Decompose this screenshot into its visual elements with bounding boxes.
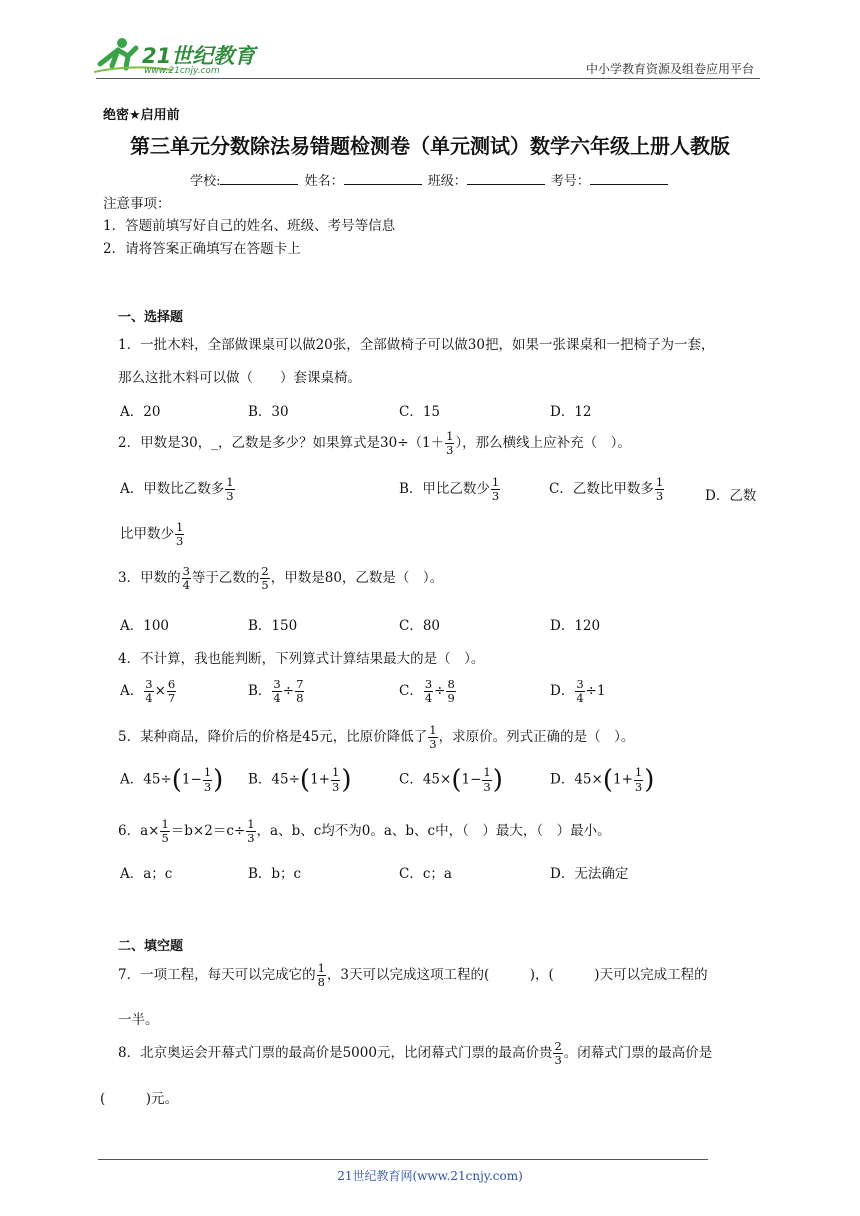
fraction-denominator: 4	[424, 691, 433, 706]
fraction-1-5	[160, 818, 169, 845]
parenthesis: (	[451, 765, 462, 795]
exam-no-label: 考号：	[550, 174, 590, 189]
fraction-1-8	[317, 962, 326, 989]
q3-stem	[118, 565, 443, 592]
parenthesis: (	[299, 765, 311, 795]
parenthesis: (	[171, 765, 182, 795]
text-segment: A．	[120, 771, 144, 788]
fraction-denominator: 8	[317, 975, 325, 990]
q2-option-a-text: A．甲数比乙数多	[120, 481, 225, 498]
q6-option-c[interactable]: C．c；a	[399, 866, 452, 882]
fraction-denominator: 5	[261, 578, 269, 593]
text-segment: 3．甲数的	[118, 570, 181, 587]
text-segment: ＝b×2＝c÷	[170, 823, 246, 840]
text-segment: 45÷	[271, 771, 300, 788]
fraction-numerator: 1	[429, 723, 437, 737]
section-choice-heading: 一、选择题	[118, 310, 184, 325]
fraction-numerator: 1	[317, 961, 325, 975]
text-segment: ÷	[434, 683, 446, 700]
fraction-denominator: 4	[273, 691, 281, 706]
q5-option-d[interactable]	[550, 765, 654, 795]
text-segment: D．	[550, 683, 575, 700]
text-segment: 等于乙数的	[191, 570, 260, 587]
text-segment: C．	[399, 771, 423, 788]
q2-option-b-text: B．甲比乙数少	[399, 481, 490, 498]
school-blank[interactable]	[220, 172, 298, 185]
q2-option-c-text: C．乙数比甲数多	[549, 481, 654, 498]
parenthesis: (	[602, 765, 613, 795]
fraction-numerator: 1	[446, 429, 454, 443]
parenthesis: )	[644, 765, 655, 795]
fraction-8-9	[446, 678, 455, 705]
q2-stem	[118, 430, 631, 457]
text-segment: 1−	[181, 771, 202, 788]
q8-line2: ( )元。	[100, 1091, 179, 1107]
fraction-numerator: 1	[491, 475, 500, 489]
text-segment: 5．某种商品，降价后的价格是45元，比原价降低了	[118, 729, 428, 746]
fraction-denominator: 3	[446, 443, 454, 458]
fraction-denominator: 3	[655, 489, 664, 504]
fraction-numerator: 3	[576, 677, 584, 691]
fraction-2-5	[260, 565, 269, 592]
fraction-numerator: 1	[655, 475, 664, 489]
fraction-1-3	[331, 766, 340, 793]
q5-stem	[118, 724, 634, 751]
text-segment: 45×	[574, 771, 603, 788]
name-label: 姓名：	[304, 174, 344, 189]
fraction-denominator: 3	[176, 534, 184, 549]
fraction-numerator: 1	[483, 765, 491, 780]
text-segment: 8．北京奥运会开幕式门票的最高价是5000元，比闭幕式门票的最高价贵	[118, 1045, 553, 1062]
q4-option-a[interactable]	[120, 678, 177, 705]
class-label: 班级：	[427, 174, 467, 189]
q3-option-c[interactable]: C．80	[399, 618, 441, 634]
fraction-1-3	[634, 766, 643, 793]
fraction-denominator: 4	[576, 691, 584, 706]
text-segment: 。闭幕式门票的最高价是	[563, 1045, 713, 1062]
secret-label: 绝密★启用前	[103, 108, 180, 123]
q1-line2: 那么这批木料可以做（ ）套课桌椅。	[118, 370, 361, 386]
fraction-1-3	[445, 430, 454, 457]
note-item: 2．请将答案正确填写在答题卡上	[103, 241, 301, 257]
footer-text[interactable]: 21世纪教育网(www.21cnjy.com)	[337, 1169, 523, 1183]
fraction-numerator: 3	[182, 564, 190, 578]
fraction-3-4	[144, 678, 153, 705]
fraction-numerator: 1	[634, 765, 643, 780]
text-segment: ，a、b、c均不为0。a、b、c中，（ ）最大，（ ）最小。	[256, 823, 611, 840]
text-segment: ，甲数是80，乙数是（ ）。	[270, 570, 444, 587]
parenthesis: )	[213, 765, 224, 795]
text-segment: 45÷	[143, 771, 172, 788]
fraction-denominator: 3	[429, 737, 437, 752]
q1-option-c[interactable]: C．15	[399, 404, 441, 420]
q6-stem	[118, 818, 611, 845]
fraction-1-3	[491, 476, 500, 503]
fraction-denominator: 3	[483, 779, 491, 794]
fraction-numerator: 1	[203, 765, 212, 780]
fraction-numerator: 1	[161, 817, 169, 831]
q2-option-c[interactable]	[549, 476, 665, 503]
q4-option-c[interactable]	[399, 678, 457, 705]
text-segment: B．	[248, 771, 272, 788]
fraction-numerator: 7	[296, 677, 304, 691]
text-segment: A．	[120, 683, 144, 700]
q8-stem	[118, 1040, 712, 1067]
fraction-1-3	[246, 818, 255, 845]
fraction-numerator: 1	[176, 520, 184, 534]
q3-option-b[interactable]: B．150	[248, 618, 298, 634]
q1-option-a[interactable]: A．20	[120, 404, 161, 420]
fraction-1-3	[175, 521, 184, 548]
q4-option-d[interactable]	[550, 678, 606, 705]
fraction-denominator: 3	[247, 831, 255, 846]
fraction-numerator: 2	[261, 564, 269, 578]
fraction-3-4	[575, 678, 584, 705]
q3-option-a[interactable]: A．100	[120, 618, 170, 634]
q7-line2: 一半。	[118, 1012, 159, 1028]
platform-name: 中小学教育资源及组卷应用平台	[585, 62, 754, 76]
fraction-numerator: 1	[247, 817, 255, 831]
q1-option-b[interactable]: B．30	[248, 404, 289, 420]
text-segment: 1+	[612, 771, 633, 788]
section-fill-heading: 二、填空题	[118, 939, 184, 954]
text-segment: ÷1	[585, 683, 606, 700]
fraction-numerator: 3	[145, 677, 153, 691]
school-label: 学校:	[190, 174, 221, 189]
fraction-numerator: 8	[447, 677, 455, 691]
fraction-denominator: 3	[554, 1053, 562, 1068]
fraction-denominator: 3	[634, 779, 643, 794]
text-segment: D．	[550, 771, 575, 788]
fraction-denominator: 5	[161, 831, 169, 846]
fraction-1-3	[482, 766, 491, 793]
notes-heading: 注意事项：	[103, 196, 171, 212]
fraction-numerator: 1	[226, 475, 234, 489]
q2-stem-pre: 2．甲数是30，_，乙数是多少？如果算式是30÷（1＋	[118, 435, 445, 452]
fraction-denominator: 3	[226, 489, 234, 504]
parenthesis: )	[492, 765, 503, 795]
fraction-2-3	[553, 1040, 562, 1067]
q2-option-a[interactable]	[120, 476, 236, 503]
fraction-denominator: 8	[296, 691, 304, 706]
fraction-1-3	[655, 476, 664, 503]
q2-option-d-cont[interactable]	[120, 521, 185, 548]
fraction-3-4	[272, 678, 281, 705]
text-segment: B．	[248, 683, 272, 700]
q5-option-a[interactable]	[120, 765, 223, 795]
q1-line1: 1．一批木料，全部做课桌可以做20张，全部做椅子可以做30把，如果一张课桌和一把椅子为一套，	[118, 337, 715, 353]
header-rule	[96, 78, 760, 79]
text-segment: ，求原价。列式正确的是（ ）。	[438, 729, 635, 746]
text-segment: 45×	[422, 771, 452, 788]
info-line	[0, 170, 860, 189]
fraction-denominator: 7	[167, 691, 176, 706]
q6-option-a[interactable]: A．a；c	[120, 866, 173, 882]
q1-option-d[interactable]: D．12	[550, 404, 592, 420]
fraction-1-3	[428, 724, 437, 751]
exam-no-blank[interactable]	[590, 172, 668, 185]
fraction-denominator: 3	[491, 489, 500, 504]
text-segment: C．	[399, 683, 423, 700]
page-title: 第三单元分数除法易错题检测卷（单元测试）数学六年级上册人教版	[130, 134, 730, 158]
fraction-denominator: 4	[182, 578, 190, 593]
note-item: 1．答题前填写好自己的姓名、班级、考号等信息	[103, 218, 396, 234]
text-segment: ，3天可以完成这项工程的( )，( )天可以完成工程的	[326, 967, 708, 984]
q4-option-b[interactable]	[248, 678, 305, 705]
fraction-6-7	[167, 678, 176, 705]
text-segment: 6．a×	[118, 823, 160, 840]
fraction-1-3	[203, 766, 212, 793]
fraction-7-8	[295, 678, 304, 705]
fraction-3-4	[424, 678, 433, 705]
fraction-1-3	[225, 476, 234, 503]
text-segment: ÷	[282, 683, 295, 700]
q5-option-b[interactable]	[248, 765, 351, 795]
text-segment: 7．一项工程，每天可以完成它的	[118, 967, 316, 984]
fraction-numerator: 3	[424, 677, 433, 691]
q5-option-c[interactable]	[399, 765, 503, 795]
parenthesis: )	[341, 765, 352, 795]
q2-stem-post: ），那么横线上应补充（ ）。	[455, 435, 631, 452]
fraction-3-4	[182, 565, 191, 592]
text-segment: 1−	[461, 771, 482, 788]
q4-stem: 4．不计算，我也能判断，下列算式计算结果最大的是（ ）。	[118, 651, 485, 667]
name-blank[interactable]	[344, 172, 422, 185]
logo-url: www.21cnjy.com	[144, 66, 220, 76]
q6-option-b[interactable]: B．b；c	[248, 866, 302, 882]
fraction-denominator: 4	[145, 691, 153, 706]
class-blank[interactable]	[467, 172, 545, 185]
fraction-denominator: 3	[203, 779, 212, 794]
fraction-numerator: 2	[554, 1039, 562, 1053]
text-segment: 1+	[310, 771, 330, 788]
q2-option-b[interactable]	[399, 476, 501, 503]
fraction-numerator: 6	[167, 677, 176, 691]
text-segment: ×	[154, 683, 166, 700]
fraction-denominator: 3	[331, 779, 340, 794]
fraction-numerator: 3	[273, 677, 281, 691]
logo-text: 21世纪教育	[142, 44, 256, 68]
q6-option-d[interactable]: D．无法确定	[550, 866, 629, 882]
fraction-denominator: 9	[447, 691, 455, 706]
q3-option-d[interactable]: D．120	[550, 618, 601, 634]
q2-option-d-text: 比甲数少	[120, 526, 174, 543]
q2-option-d[interactable]: D．乙数	[705, 488, 757, 504]
fraction-numerator: 1	[331, 765, 340, 780]
q7-stem	[118, 962, 708, 989]
footer-rule	[98, 1159, 708, 1160]
